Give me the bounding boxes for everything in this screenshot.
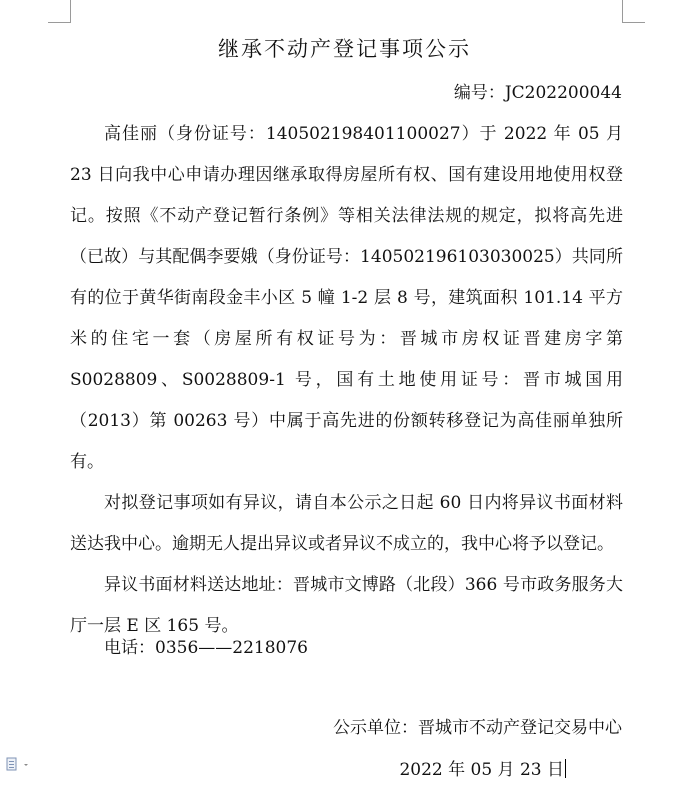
phone-line[interactable]: 电话：0356——2218076 [104, 638, 308, 658]
document-body[interactable] [70, 114, 623, 647]
text-cursor [565, 759, 566, 778]
paragraph-objection[interactable]: 对拟登记事项如有异议，请自本公示之日起 60 日内将异议书面材料送达我中心。逾期无人提出异议或者异议不成立的，我中心将予以登记。 [70, 493, 623, 554]
crop-mark-right [622, 0, 645, 23]
paragraph-main[interactable]: 高佳丽（身份证号：140502198401100027）于 2022 年 05 月 23 日向我中心申请办理因继承取得房屋所有权、国有建设用地使用权登记。按照《不动产登记暂行条例》等相关法律法规的规定，拟将高先进（已故）与其配偶李要娥（身份证号：140502196103030025）共同所有的位于黄华街南段金丰小区 5 幢 1-2 层 8 号，建筑面积 101.14 平方米的住宅一套（房屋所有权证号为：晋城市房权证晋建房字第 S0028809、S0028809-1 号，国有土地使用证号：晋市城国用（2013）第 00263 号）中属于高先进的份额转移登记为高佳丽单独所有。 [70, 124, 623, 472]
paragraph-address[interactable]: 异议书面材料送达地址：晋城市文博路（北段）366 号市政务服务大厅一层 E 区 165 号。 [70, 575, 623, 636]
signature-line[interactable]: 公示单位：晋城市不动产登记交易中心 [333, 718, 622, 738]
crop-mark-left [48, 0, 71, 23]
document-title: 继承不动产登记事项公示 [218, 37, 471, 61]
date-line[interactable] [399, 750, 566, 791]
document-paste-options-icon[interactable] [6, 756, 32, 772]
document-number: 编号：JC202200044 [453, 83, 622, 103]
date-text[interactable]: 2022 年 05 月 23 日 [399, 760, 564, 780]
